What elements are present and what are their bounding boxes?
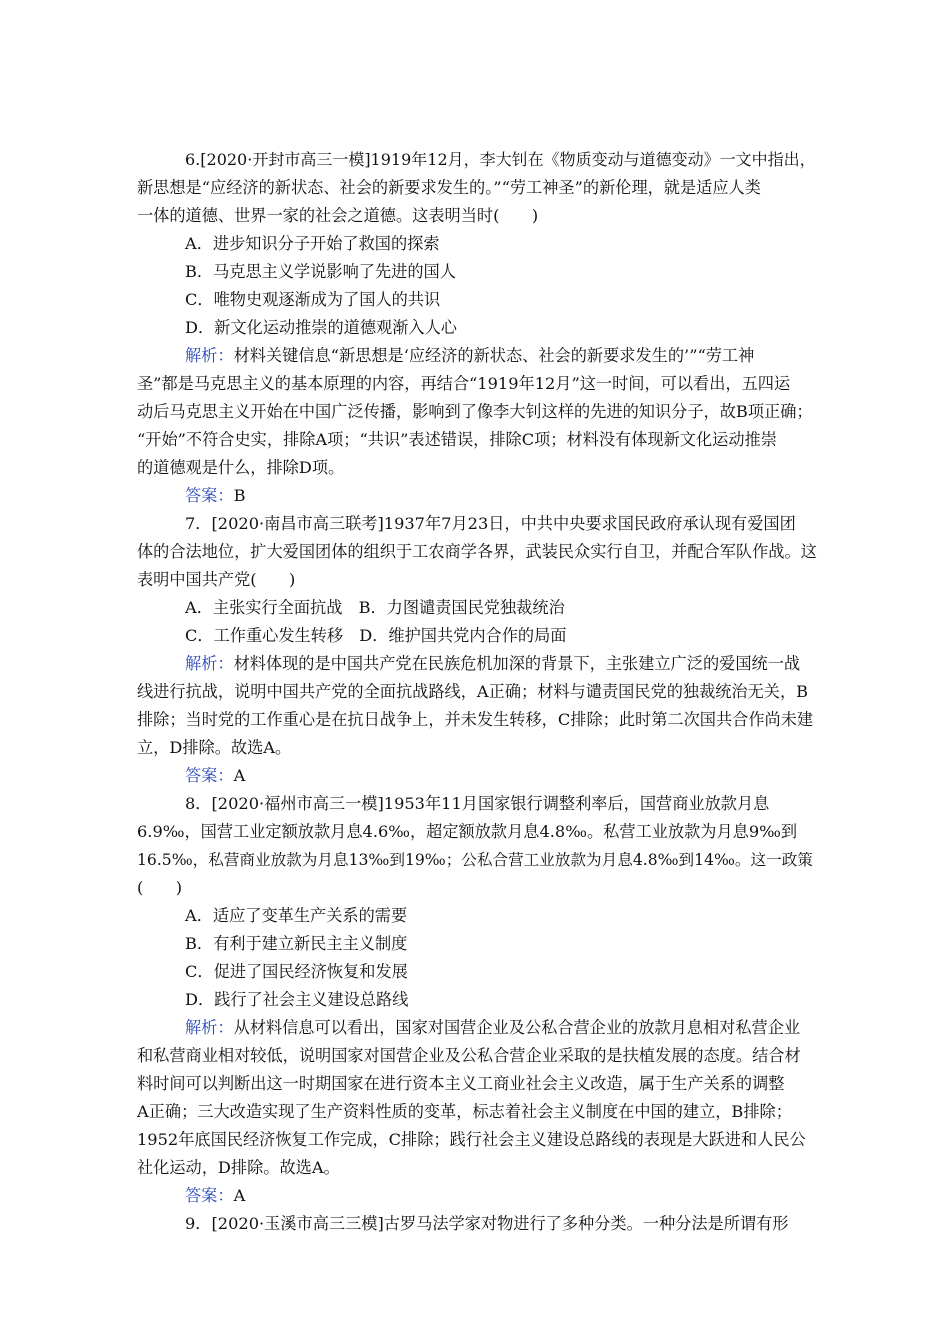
q7-stem-line-3: 表明中国共产党( ) (137, 570, 296, 589)
q7-options-line-2: C．工作重心发生转移 D．维护国共党内合作的局面 (185, 626, 567, 645)
q6-analysis-line-1 (185, 346, 817, 366)
q8-answer (185, 1186, 817, 1206)
q6-analysis-label: 解析： (185, 346, 234, 365)
q7-stem-line-1: 7．[2020·南昌市高三联考]1937年7月23日，中共中央要求国民政府承认现有爱国团 (185, 514, 796, 533)
q6-option-d: D．新文化运动推崇的道德观渐入人心 (185, 318, 457, 337)
q8-analysis-line-1 (185, 1018, 817, 1038)
q6-analysis-line-2: 圣”都是马克思主义的基本原理的内容，再结合“1919年12月”这一时间，可以看出，五四运 (137, 374, 791, 393)
q6-answer-value: B (233, 486, 246, 505)
q7-analysis-line-1 (185, 654, 817, 674)
q7-answer (185, 766, 817, 786)
q8-analysis-line-5: 1952年底国民经济恢复工作完成，C排除；践行社会主义建设总路线的表现是大跃进和人民公 (137, 1130, 806, 1149)
q8-analysis-line-3: 料时间可以判断出这一时期国家在进行资本主义工商业社会主义改造，属于生产关系的调整 (137, 1074, 785, 1093)
q8-stem-line-1: 8．[2020·福州市高三一模]1953年11月国家银行调整利率后，国营商业放款月息 (185, 794, 770, 813)
q8-analysis-line-4: A正确；三大改造实现了生产资料性质的变革，标志着社会主义制度在中国的建立，B排除； (137, 1102, 792, 1121)
q7-answer-value: A (233, 766, 246, 785)
q8-analysis-line-6: 社化运动，D排除。故选A。 (137, 1158, 340, 1177)
q8-option-a: A．适应了变革生产关系的需要 (185, 906, 408, 925)
q6-stem-line-3: 一体的道德、世界一家的社会之道德。这表明当时( ) (137, 206, 539, 225)
q6-analysis-line-5: 的道德观是什么，排除D项。 (137, 458, 345, 477)
q6-option-c: C．唯物史观逐渐成为了国人的共识 (185, 290, 441, 309)
q7-answer-label: 答案： (185, 766, 234, 785)
q6-analysis-line-3: 动后马克思主义开始在中国广泛传播，影响到了像李大钊这样的先进的知识分子，故B项正确； (137, 402, 813, 421)
q8-answer-label: 答案： (185, 1186, 234, 1205)
q9-stem-line-1: 9．[2020·玉溪市高三三模]古罗马法学家对物进行了多种分类。一种分法是所谓有形 (185, 1214, 789, 1233)
q6-answer-label: 答案： (185, 486, 234, 505)
q8-analysis-line-2: 和私营商业相对较低，说明国家对国营企业及公私合营企业采取的是扶植发展的态度。结合材 (137, 1046, 801, 1065)
q8-answer-value: A (233, 1186, 246, 1205)
q8-stem-line-2: 6.9‰，国营工业定额放款月息4.6‰，超定额放款月息4.8‰。私营工业放款为月息9‰到 (137, 822, 798, 841)
q6-stem-line-2: 新思想是“应经济的新状态、社会的新要求发生的。”“劳工神圣”的新伦理，就是适应人类 (137, 178, 761, 197)
q8-stem-line-4: ( ) (137, 878, 183, 897)
q7-stem-line-2: 体的合法地位，扩大爱国团体的组织于工农商学各界，武装民众实行自卫，并配合军队作战。这 (137, 542, 817, 561)
q6-option-a: A．进步知识分子开始了救国的探索 (185, 234, 440, 253)
q8-analysis-text: 从材料信息可以看出，国家对国营企业及公私合营企业的放款月息相对私营企业 (233, 1018, 801, 1037)
q8-option-c: C．促进了国民经济恢复和发展 (185, 962, 408, 981)
q8-option-d: D．践行了社会主义建设总路线 (185, 990, 409, 1009)
q6-analysis-line-4: “开始”不符合史实，排除A项；“共识”表述错误，排除C项；材料没有体现新文化运动推崇 (137, 430, 777, 449)
q7-analysis-line-4: 立，D排除。故选A。 (137, 738, 292, 757)
q7-options-line-1: A．主张实行全面抗战 B．力图谴责国民党独裁统治 (185, 598, 565, 617)
q7-analysis-line-2: 线进行抗战，说明中国共产党的全面抗战路线，A正确；材料与谴责国民党的独裁统治无关，B (137, 682, 809, 701)
q7-analysis-text: 材料体现的是中国共产党在民族危机加深的背景下，主张建立广泛的爱国统一战 (233, 654, 801, 673)
q8-option-b: B．有利于建立新民主主义制度 (185, 934, 408, 953)
q7-analysis-line-3: 排除；当时党的工作重心是在抗日战争上，并未发生转移，C排除；此时第二次国共合作尚未建 (137, 710, 814, 729)
q8-analysis-label: 解析： (185, 1018, 234, 1037)
q6-option-b: B．马克思主义学说影响了先进的国人 (185, 262, 456, 281)
q7-analysis-label: 解析： (185, 654, 234, 673)
q6-answer (185, 486, 817, 506)
q6-analysis-text: 材料关键信息“新思想是‘应经济的新状态、社会的新要求发生的’”“劳工神 (233, 346, 755, 365)
q6-stem-line-1: 6.[2020·开封市高三一模]1919年12月，李大钊在《物质变动与道德变动》一文中指出， (185, 150, 816, 169)
q8-stem-line-3: 16.5‰，私营商业放款为月息13‰到19‰；公私合营工业放款为月息4.8‰到14‰。这一政策 (137, 851, 813, 869)
